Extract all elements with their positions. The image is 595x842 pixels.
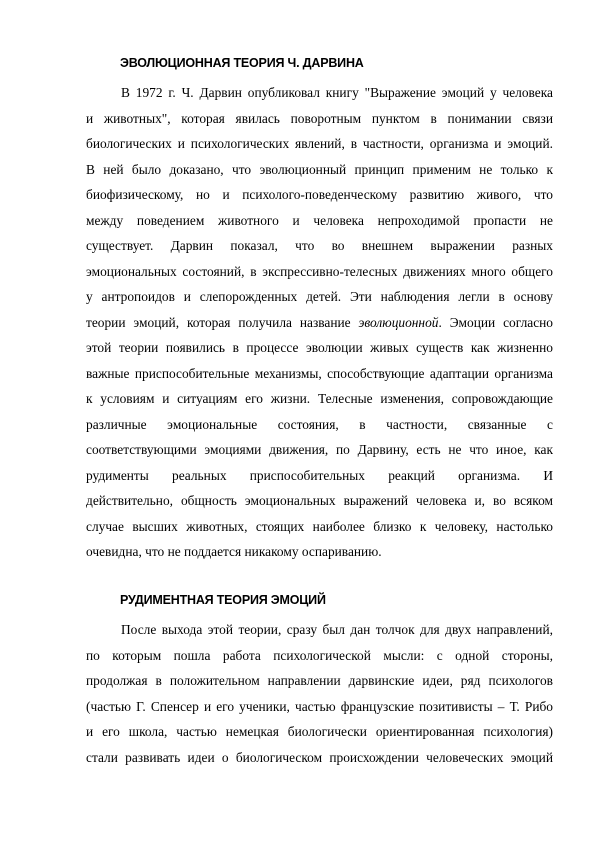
paragraph-line: существует. Дарвин показал, что во внешнем выражении разных (86, 238, 553, 253)
italic-term: эволюционной (358, 315, 439, 330)
paragraph-line: по которым пошла работа психологической мысли: с одной стороны, (86, 648, 553, 663)
paragraph-line: между поведением животного и человека непроходимой пропасти не (86, 213, 553, 228)
paragraph-line: В 1972 г. Ч. Дарвин опубликовал книгу "Выражение эмоций у человека (121, 85, 553, 100)
line-text: . Эмоции согласно (438, 315, 553, 330)
line-text: теории эмоций, которая получила название (86, 315, 359, 330)
paragraph-line: биофизическому, но и психолого-поведенческому развитию живого, что (86, 187, 553, 202)
paragraph-line: к условиям и ситуациям его жизни. Телесные изменения, сопровождающие (86, 391, 553, 406)
paragraph-line: у антропоидов и слепорожденных детей. Эти наблюдения легли в основу (86, 289, 553, 304)
paragraph-line: случае высших животных, стоящих наиболее близко к человеку, настолько (86, 519, 553, 534)
paragraph-line: и животных", которая явилась поворотным пунктом в понимании связи (86, 111, 553, 126)
paragraph-line: и его школа, частью немецкая биологически ориентированная психология) (86, 724, 553, 739)
paragraph-line (86, 315, 553, 331)
paragraph-line: (частью Г. Спенсер и его ученики, частью французские позитивисты – Т. Рибо (86, 699, 553, 714)
paragraph-line: различные эмоциональные состояния, в частности, связанные с (86, 417, 553, 432)
paragraph-line: очевидна, что не поддается никакому оспариванию. (86, 544, 382, 559)
paragraph-line: стали развивать идеи о биологическом происхождении человеческих эмоций (86, 750, 553, 765)
paragraph-line: продолжая в положительном направлении дарвинские идеи, ряд психологов (86, 673, 553, 688)
paragraph-line: соответствующими эмоциями движения, по Дарвину, есть не что иное, как (86, 442, 553, 457)
paragraph-line: После выхода этой теории, сразу был дан толчок для двух направлений, (121, 622, 553, 637)
paragraph-line: эмоциональных состояний, в экспрессивно-телесных движениях много общего (86, 264, 553, 279)
paragraph-line: действительно, общность эмоциональных выражений человека и, во всяком (86, 493, 553, 508)
section-heading-rudiment: РУДИМЕНТНАЯ ТЕОРИЯ ЭМОЦИЙ (120, 593, 326, 607)
paragraph-line: рудименты реальных приспособительных реакций организма. И (86, 468, 553, 483)
paragraph-line: важные приспособительные механизмы, способствующие адаптации организма (86, 366, 553, 381)
paragraph-line: этой теории появились в процессе эволюции живых существ как жизненно (86, 340, 553, 355)
paragraph-line: биологических и психологических явлений, в частности, организма и эмоций. (86, 136, 553, 151)
paragraph-line: В ней было доказано, что эволюционный принцип применим не только к (86, 162, 553, 177)
section-heading-darwin: ЭВОЛЮЦИОННАЯ ТЕОРИЯ Ч. ДАРВИНА (120, 56, 364, 70)
